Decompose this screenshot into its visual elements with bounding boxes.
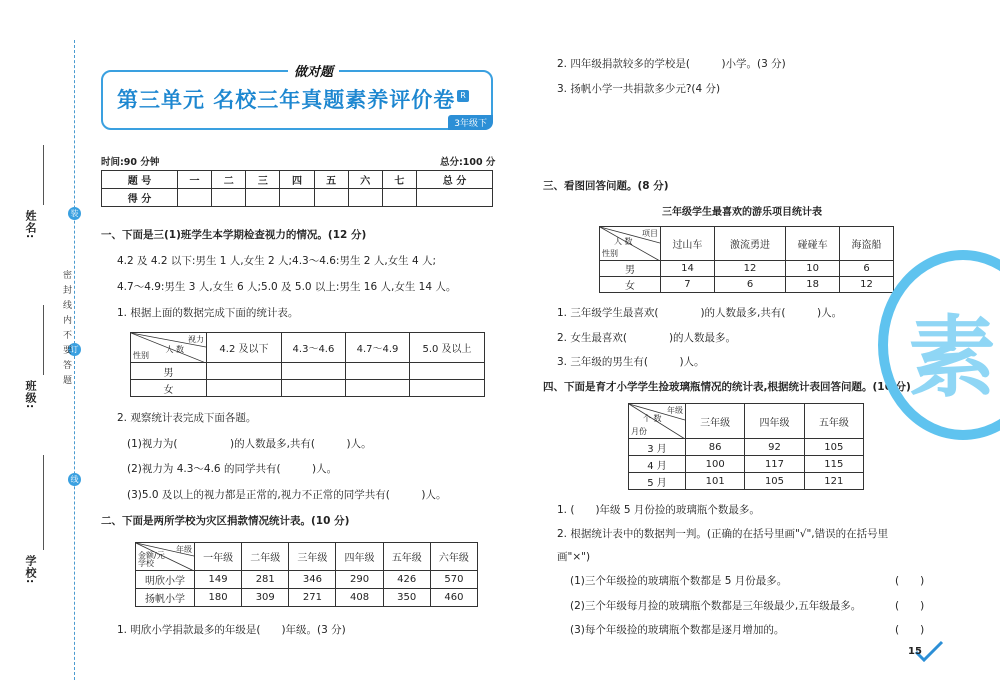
diag-top: 项目	[642, 229, 658, 238]
score-cell[interactable]	[280, 189, 314, 207]
exam-time: 时间:90 分钟	[101, 157, 160, 168]
rides-table	[599, 226, 894, 293]
vision-table-diag-cell	[131, 333, 207, 363]
q1-line1: 4.2 及 4.2 以下:男生 1 人,女生 2 人;4.3～4.6:男生 2 人,女生 4 人;	[117, 255, 437, 267]
vision-blank-cell[interactable]	[345, 363, 409, 380]
donation-cell: 149	[195, 571, 242, 589]
q4-judge3-paren[interactable]: ( )	[895, 624, 925, 636]
rides-cell: 7	[661, 277, 715, 293]
table-row	[629, 456, 864, 473]
donation-col-header: 六年级	[430, 543, 477, 571]
q4-judge1: (1)三个年级捡的玻璃瓶个数都是 5 月份最多。	[570, 575, 788, 587]
diag-mid: 人 数	[165, 345, 185, 355]
score-col-header: 三	[246, 171, 280, 189]
name-label: 姓名:	[24, 210, 37, 240]
rides-cell: 6	[840, 261, 894, 277]
score-cell[interactable]	[348, 189, 382, 207]
diag-mid: 金额/元	[138, 551, 165, 560]
diag-mid: 个 数	[643, 414, 662, 423]
vision-col-header: 4.7～4.9	[345, 333, 409, 363]
bottles-cell: 86	[686, 439, 745, 456]
donation-cell: 309	[242, 589, 289, 607]
score-cell[interactable]	[382, 189, 416, 207]
class-label: 班级:	[24, 380, 37, 410]
score-row-label: 题 号	[102, 171, 178, 189]
rides-col-header: 海盗船	[840, 227, 894, 261]
page-title: 第三单元 名校三年真题素养评价卷	[117, 88, 456, 112]
vision-blank-cell[interactable]	[410, 363, 485, 380]
bottles-col-header: 三年级	[686, 404, 745, 439]
q3-s3: 3. 三年级的男生有( )人。	[557, 356, 705, 368]
vision-table	[130, 332, 485, 397]
bottles-cell: 100	[686, 456, 745, 473]
vision-blank-cell[interactable]	[281, 380, 345, 397]
rides-cell: 14	[661, 261, 715, 277]
name-underline	[43, 145, 44, 205]
donation-table	[135, 542, 478, 607]
vision-row-label: 女	[131, 380, 207, 397]
vision-blank-cell[interactable]	[410, 380, 485, 397]
vision-blank-cell[interactable]	[207, 363, 282, 380]
watermark-char: 素	[908, 306, 997, 409]
q2-s2: 2. 四年级捐款较多的学校是( )小学。(3 分)	[557, 58, 786, 70]
q1-sub1: 1. 根据上面的数据完成下面的统计表。	[117, 307, 299, 319]
donation-cell: 281	[242, 571, 289, 589]
donation-col-header: 三年级	[289, 543, 336, 571]
donation-row-label: 明欣小学	[136, 571, 195, 589]
diag-bottom: 性别	[133, 351, 149, 360]
binding-strip	[0, 0, 95, 695]
donation-row-label: 扬帆小学	[136, 589, 195, 607]
q2-s3: 3. 扬帆小学一共捐款多少元?(4 分)	[557, 83, 721, 95]
q1-sub2: 2. 观察统计表完成下面各题。	[117, 412, 257, 424]
q4-judge2: (2)三个年级每月捡的玻璃瓶个数都是三年级最少,五年级最多。	[570, 600, 862, 612]
rides-cell: 6	[714, 277, 785, 293]
q4-s2b: 画"×")	[557, 551, 591, 563]
score-cell[interactable]	[416, 189, 492, 207]
rides-row-label: 女	[600, 277, 661, 293]
score-cell[interactable]	[246, 189, 280, 207]
q4-heading: 四、下面是育才小学学生捡玻璃瓶情况的统计表,根据统计表回答问题。(16 分)	[543, 381, 911, 393]
rides-cell: 12	[714, 261, 785, 277]
q4-judge2-paren[interactable]: ( )	[895, 600, 925, 612]
diag-top: 视力	[188, 335, 204, 344]
diag-mid: 人 数	[614, 237, 633, 246]
table-row	[136, 571, 478, 589]
school-underline	[43, 455, 44, 550]
diag-bottom: 性别	[602, 249, 618, 258]
bottles-cell: 115	[804, 456, 863, 473]
bottles-cell: 101	[686, 473, 745, 490]
q3-s2: 2. 女生最喜欢( )的人数最多。	[557, 332, 737, 344]
donation-cell: 180	[195, 589, 242, 607]
q1-p1: (1)视力为( )的人数最多,共有( )人。	[127, 438, 372, 450]
bottles-cell: 121	[804, 473, 863, 490]
q4-judge3: (3)每个年级捡的玻璃瓶个数都是逐月增加的。	[570, 624, 785, 636]
score-cell[interactable]	[212, 189, 246, 207]
donation-cell: 426	[383, 571, 430, 589]
bottles-table-diag-cell	[629, 404, 686, 439]
diag-top: 年级	[176, 545, 192, 554]
donation-cell: 460	[430, 589, 477, 607]
score-col-header: 二	[212, 171, 246, 189]
rides-col-header: 过山车	[661, 227, 715, 261]
bottles-cell: 105	[745, 473, 804, 490]
bottles-cell: 117	[745, 456, 804, 473]
rides-table-diag-cell	[600, 227, 661, 261]
rides-row-label: 男	[600, 261, 661, 277]
table-row	[600, 261, 894, 277]
donation-cell: 290	[336, 571, 383, 589]
r-badge: R	[457, 90, 469, 102]
diag-bottom: 月份	[631, 427, 647, 436]
bottles-cell: 105	[804, 439, 863, 456]
donation-cell: 570	[430, 571, 477, 589]
donation-col-header: 五年级	[383, 543, 430, 571]
binding-circle-2: 订	[68, 343, 81, 356]
binding-circle-3: 线	[68, 473, 81, 486]
vision-blank-cell[interactable]	[207, 380, 282, 397]
diag-top: 年级	[667, 406, 683, 415]
score-col-header: 五	[314, 171, 348, 189]
score-col-header: 六	[348, 171, 382, 189]
vision-blank-cell[interactable]	[281, 363, 345, 380]
score-header-row	[102, 171, 493, 189]
q3-s1: 1. 三年级学生最喜欢( )的人数最多,共有( )人。	[557, 307, 843, 319]
vision-row-label: 男	[131, 363, 207, 380]
title-banner	[101, 65, 493, 130]
q3-table-title: 三年级学生最喜欢的游乐项目统计表	[662, 207, 822, 218]
vision-blank-cell[interactable]	[345, 380, 409, 397]
donation-col-header: 二年级	[242, 543, 289, 571]
score-col-header: 四	[280, 171, 314, 189]
table-row	[629, 473, 864, 490]
q1-heading: 一、下面是三(1)班学生本学期检查视力的情况。(12 分)	[101, 229, 367, 241]
bottles-col-header: 五年级	[804, 404, 863, 439]
donation-cell: 408	[336, 589, 383, 607]
rides-cell: 18	[786, 277, 840, 293]
score-cell[interactable]	[177, 189, 211, 207]
bottles-col-header: 四年级	[745, 404, 804, 439]
class-underline	[43, 305, 44, 375]
bottles-cell: 92	[745, 439, 804, 456]
table-row	[600, 277, 894, 293]
bottles-row-label: 5 月	[629, 473, 686, 490]
bottles-row-label: 3 月	[629, 439, 686, 456]
q4-s2a: 2. 根据统计表中的数据判一判。(正确的在括号里画"√",错误的在括号里	[557, 528, 889, 540]
score-col-header: 一	[177, 171, 211, 189]
donation-cell: 346	[289, 571, 336, 589]
score-input-row	[102, 189, 493, 207]
q2-s1: 1. 明欣小学捐款最多的年级是( )年级。(3 分)	[117, 624, 346, 636]
rides-cell: 10	[786, 261, 840, 277]
q3-heading: 三、看图回答问题。(8 分)	[543, 180, 669, 192]
table-row	[629, 439, 864, 456]
exam-total-score: 总分:100 分	[440, 157, 496, 168]
score-table	[101, 170, 493, 207]
rides-col-header: 激流勇进	[714, 227, 785, 261]
page-number: 15	[908, 646, 922, 657]
binding-circle-1: 装	[68, 207, 81, 220]
diag-bottom: 学校	[138, 559, 154, 568]
binding-dashed-line	[74, 40, 75, 680]
seal-notice: 密封线内不要答题	[61, 270, 71, 390]
school-label: 学校:	[24, 555, 37, 585]
q1-p2: (2)视力为 4.3～4.6 的同学共有( )人。	[127, 463, 338, 475]
vision-col-header: 4.3～4.6	[281, 333, 345, 363]
q2-heading: 二、下面是两所学校为灾区捐款情况统计表。(10 分)	[101, 515, 350, 527]
donation-cell: 350	[383, 589, 430, 607]
banner-tag: 做对题	[288, 61, 339, 80]
vision-col-header: 5.0 及以上	[410, 333, 485, 363]
q4-s1: 1. ( )年级 5 月份捡的玻璃瓶个数最多。	[557, 504, 760, 516]
q1-p3: (3)5.0 及以上的视力都是正常的,视力不正常的同学共有( )人。	[127, 489, 447, 501]
score-col-header: 总 分	[416, 171, 492, 189]
grade-badge: 3年级下	[448, 115, 493, 130]
table-row	[136, 589, 478, 607]
score-row-label: 得 分	[102, 189, 178, 207]
bottles-table	[628, 403, 864, 490]
rides-col-header: 碰碰车	[786, 227, 840, 261]
score-col-header: 七	[382, 171, 416, 189]
vision-col-header: 4.2 及以下	[207, 333, 282, 363]
donation-table-diag-cell	[136, 543, 195, 571]
donation-cell: 271	[289, 589, 336, 607]
bottles-row-label: 4 月	[629, 456, 686, 473]
donation-col-header: 四年级	[336, 543, 383, 571]
q4-judge1-paren[interactable]: ( )	[895, 575, 925, 587]
score-cell[interactable]	[314, 189, 348, 207]
rides-cell: 12	[840, 277, 894, 293]
donation-col-header: 一年级	[195, 543, 242, 571]
q1-line2: 4.7～4.9:男生 3 人,女生 6 人;5.0 及 5.0 以上:男生 16 人,女生 14 人。	[117, 281, 457, 293]
